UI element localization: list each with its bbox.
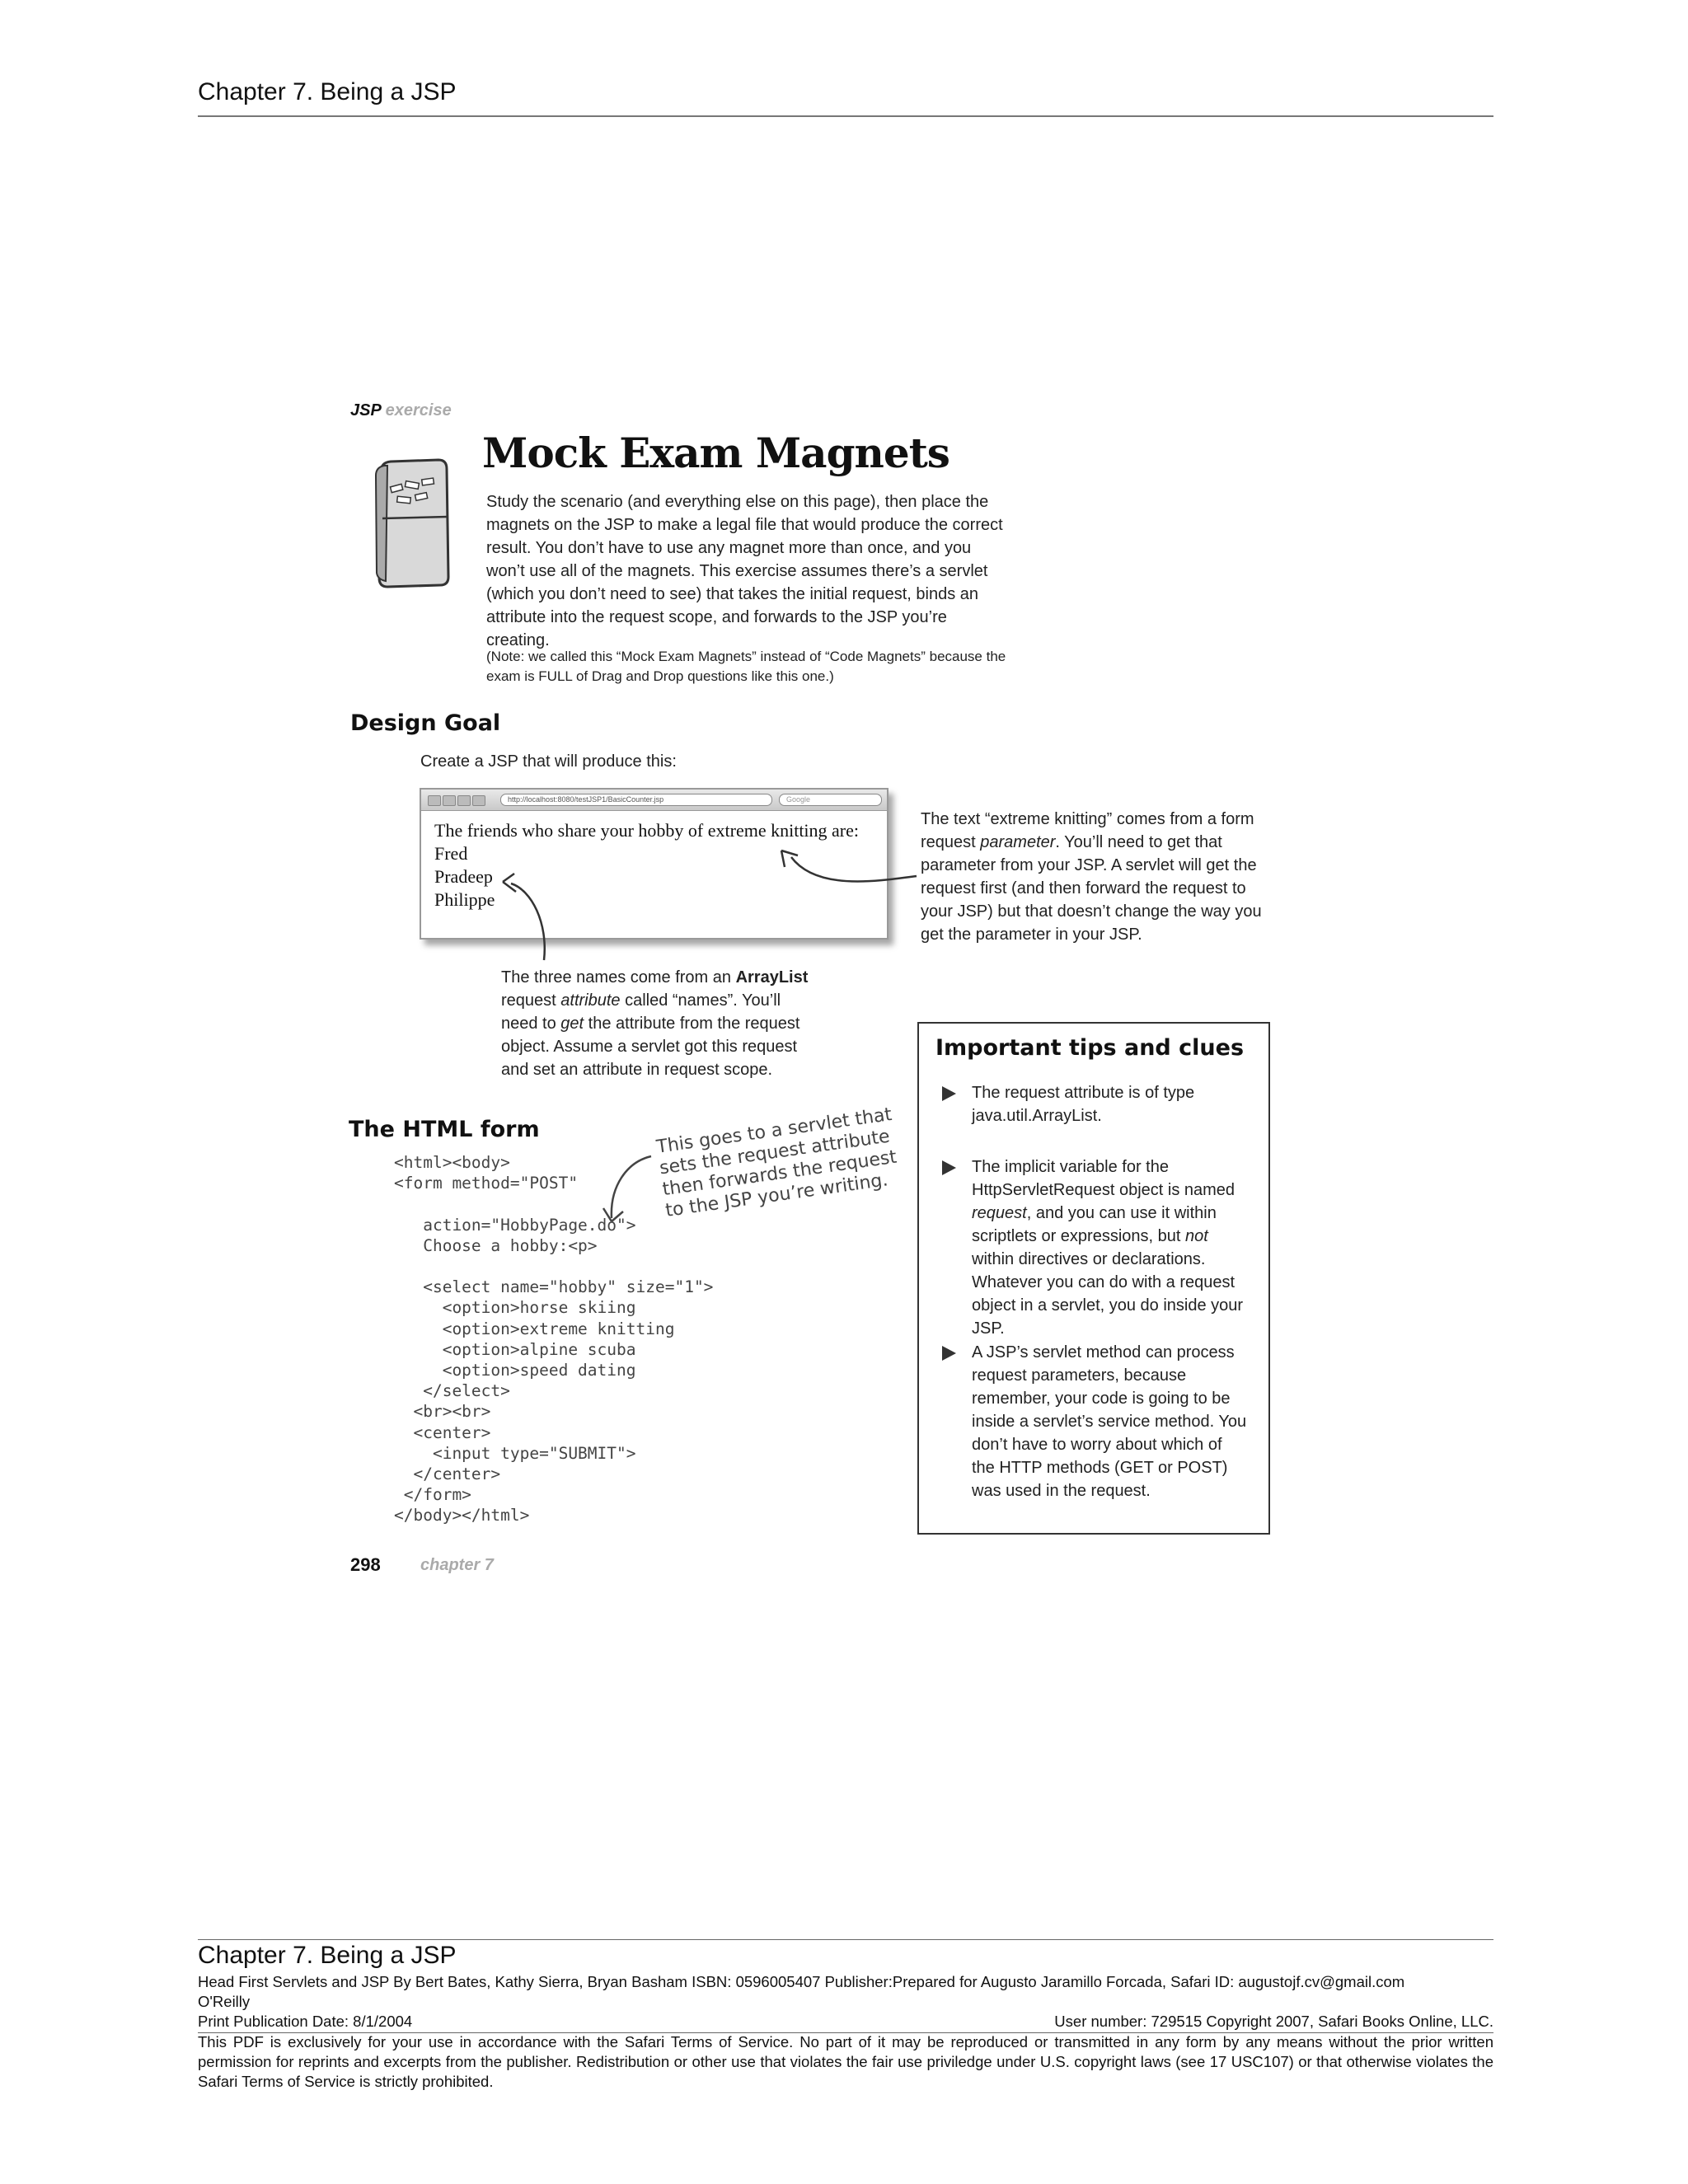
- page-number: 298: [350, 1554, 381, 1575]
- browser-line: The friends who share your hobby of extreme knitting are:: [434, 820, 860, 841]
- param-arrow: [791, 857, 917, 881]
- tip-text: [972, 1155, 1247, 1340]
- callout-text: The three names come from an: [501, 968, 736, 987]
- callout-emphasis: get: [560, 1015, 584, 1033]
- tips-title: Important tips and clues: [935, 1035, 1245, 1061]
- exercise-label-bold: JSP: [350, 401, 382, 419]
- parameter-callout: [921, 808, 1267, 946]
- handwritten-note: This goes to a servlet that sets the request attribute then forwards the request to the JSP you’re writing.: [655, 1104, 898, 1221]
- tip-emphasis: not: [1185, 1227, 1208, 1245]
- exercise-label-light: exercise: [385, 401, 452, 419]
- param-arrowhead: [781, 851, 798, 867]
- footer-print-row: [198, 2012, 1493, 2032]
- chapter-header: Chapter 7. Being a JSP: [198, 78, 457, 105]
- browser-line: Fred: [434, 843, 468, 864]
- browser-line: Philippe: [434, 889, 495, 910]
- tip-item: [942, 1081, 1247, 1127]
- design-goal-heading: Design Goal: [350, 710, 501, 736]
- html-code-block: <html><body> <form method="POST" action="HobbyPage.do"> Choose a hobby:<p> <select name="hobby" size="1"> <option>horse skiing <option>extreme knitting <option>alpine scuba <option>speed dating </select> <br><br> <center> <input type="SUBMIT"> </center> </form> </body></html>: [394, 1153, 714, 1526]
- tip-text: The request attribute is of type java.util.ArrayList.: [972, 1084, 1195, 1125]
- names-callout: [501, 966, 814, 1081]
- bullet-arrow-icon: [942, 1160, 956, 1175]
- footer-copyright: User number: 729515 Copyright 2007, Safari Books Online, LLC.: [1054, 2013, 1493, 2030]
- address-bar: http://localhost:8080/testJSP1/BasicCounter.jsp: [500, 794, 772, 806]
- callout-text: request: [501, 991, 561, 1010]
- footer-legal-notice: This PDF is exclusively for your use in accordance with the Safari Terms of Service. No part of it may be reproduced or transmitted in any form by any means without the prior written permission for reprints and excerpts from the publisher. Redistribution or other use that violates the fair use priviledge under U.S. copyright laws (see 17 USC107) or that otherwise violates the Safari Terms of Service is strictly prohibited.: [198, 2033, 1493, 2090]
- note-paragraph: (Note: we called this “Mock Exam Magnets” instead of “Code Magnets” because the exam is FULL of Drag and Drop questions like this one.): [486, 649, 1006, 684]
- search-field: Google: [779, 794, 882, 806]
- magnets-title: Mock Exam Magnets: [482, 429, 950, 477]
- callout-emphasis: ArrayList: [735, 968, 809, 987]
- callout-text: The text “extreme knitting” comes from a form request: [921, 810, 1254, 851]
- footer-book-info: Head First Servlets and JSP By Bert Bates, Kathy Sierra, Bryan Basham ISBN: 0596005407 Publisher:Prepared for Augusto Jaramillo Forcada, Safari ID: augustojf.cv@gmail.com: [198, 1973, 1405, 1990]
- tip-emphasis: request: [972, 1204, 1027, 1222]
- tips-box: [917, 1022, 1270, 1535]
- html-form-heading: The HTML form: [349, 1117, 540, 1142]
- tip-item: [942, 1341, 1247, 1502]
- design-goal-subtext: Create a JSP that will produce this:: [420, 752, 677, 771]
- tip-text: A JSP’s servlet method can process request parameters, because remember, your code is going to be inside a servlet’s service method. You don’t have to worry about which of the HTTP methods (GET or POST) was used in the request.: [972, 1343, 1247, 1500]
- callout-text: called “names”. You’ll need to: [501, 991, 781, 1033]
- tip-item: [942, 1155, 1247, 1340]
- tip-text-part: within directives or declarations. Whatever you can do with a request object in a servlet, you do inside your JSP.: [972, 1250, 1244, 1338]
- footer-rule: [198, 1939, 1493, 1940]
- tip-text-part: The implicit variable for the HttpServletRequest object is named: [972, 1158, 1236, 1199]
- footer-print-date: Print Publication Date: 8/1/2004: [198, 2013, 413, 2030]
- bullet-arrow-icon: [942, 1346, 956, 1361]
- footer-chapter-title: Chapter 7. Being a JSP: [198, 1942, 457, 1969]
- names-arrow: [511, 883, 545, 960]
- callout-text: the attribute from the request object. Assume a servlet got this request and set an attribute in request scope.: [501, 1015, 800, 1079]
- footer-publisher: O'Reilly: [198, 1993, 251, 2010]
- bullet-arrow-icon: [942, 1086, 956, 1101]
- browser-line: Pradeep: [434, 866, 493, 887]
- callout-emphasis: parameter: [980, 833, 1056, 851]
- chapter-reference: chapter 7: [420, 1556, 494, 1574]
- callout-text: . You’ll need to get that parameter from your JSP. A servlet will get the request first (and then forward the request to your JSP) but that doesn’t change the way you get the parameter in your JSP.: [921, 833, 1262, 944]
- names-arrowhead: [503, 874, 516, 892]
- intro-paragraph: Study the scenario (and everything else on this page), then place the magnets on the JSP to make a legal file that would produce the correct result. You don’t have to use any magnet more than once, and you won’t use all of the magnets. This exercise assumes there’s a servlet (which you don’t need to see) that takes the initial request, binds an attribute into the request scope, and forwards to the JSP you’re creating.: [486, 493, 1003, 649]
- tip-text-part: , and you can use it within scriptlets or expressions, but: [972, 1204, 1217, 1245]
- callout-emphasis: attribute: [560, 991, 621, 1010]
